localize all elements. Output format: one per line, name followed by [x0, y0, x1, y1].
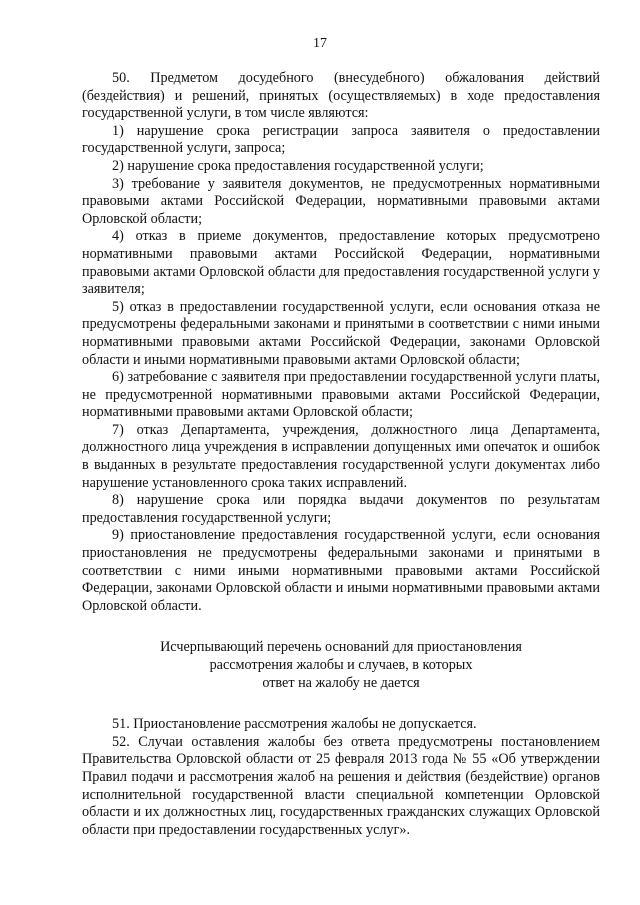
paragraph-50: 50. Предметом досудебного (внесудебного) обжалования действий (бездействия) и решений, принятых (осуществляемых) в ходе предоставления государственной услуги, в том числе являются: [82, 70, 600, 122]
page-number: 17 [313, 36, 327, 51]
list-item-4: 4) отказ в приеме документов, предоставление которых предусмотрено нормативными правовыми актами Российской Федерации, нормативными правовыми актами Орловской области для предоставления государственной услуги у заявителя; [82, 228, 600, 298]
list-item-1: 1) нарушение срока регистрации запроса заявителя о предоставлении государственной услуги, запроса; [82, 122, 600, 157]
section-heading [82, 639, 600, 692]
list-item-5: 5) отказ в предоставлении государственной услуги, если основания отказа не предусмотрены федеральными законами и принятыми в соответствии с ними иными нормативными правовыми актами Российской Федерации, законами Орловской области и иными нормативными правовыми актами Орловской области; [82, 298, 600, 368]
list-item-8: 8) нарушение срока или порядка выдачи документов по результатам предоставления государственной услуги; [82, 492, 600, 526]
section-heading-line-2: рассмотрения жалобы и случаев, в которых [209, 657, 473, 673]
section-heading-line-3: ответ на жалобу не дается [262, 674, 420, 691]
list-item-7: 7) отказ Департамента, учреждения, должностного лица Департамента, должностного лица учреждения в исправлении допущенных ими опечаток и ошибок в выданных в результате предоставления государственной услуги документах либо нарушение установленного срока таких исправлений. [82, 421, 600, 491]
list-item-9: 9) приостановление предоставления государственной услуги, если основания приостановления не предусмотрены федеральными законами и принятыми в соответствии с ними иными нормативными правовыми актами Российской Федерации, законами Орловской области и иными нормативными правовыми актами Орловской области. [82, 527, 600, 614]
list-item-2: 2) нарушение срока предоставления государственной услуги; [112, 157, 484, 174]
paragraph-51: 51. Приостановление рассмотрения жалобы не допускается. [112, 716, 477, 733]
list-item-6: 6) затребование с заявителя при предоставлении государственной услуги платы, не предусмотренной нормативными правовыми актами Российской Федерации, нормативными правовыми актами Орловской области; [82, 369, 600, 421]
list-item-3: 3) требование у заявителя документов, не предусмотренных нормативными правовыми актами Российской Федерации, нормативными правовыми актами Орловской области; [82, 175, 600, 227]
section-heading-line-1: Исчерпывающий перечень оснований для приостановления [160, 639, 522, 656]
document-body [82, 70, 600, 839]
paragraph-52: 52. Случаи оставления жалобы без ответа предусмотрены постановлением Правительства Орловской области от 25 февраля 2013 года № 55 «Об утверждении Правил подачи и рассмотрения жалоб на решения и действия (бездействие) органов исполнительной государственной власти специальной компетенции Орловской области и их должностных лиц, государственных гражданских служащих Орловской области при предоставлении государственных услуг». [82, 733, 600, 838]
